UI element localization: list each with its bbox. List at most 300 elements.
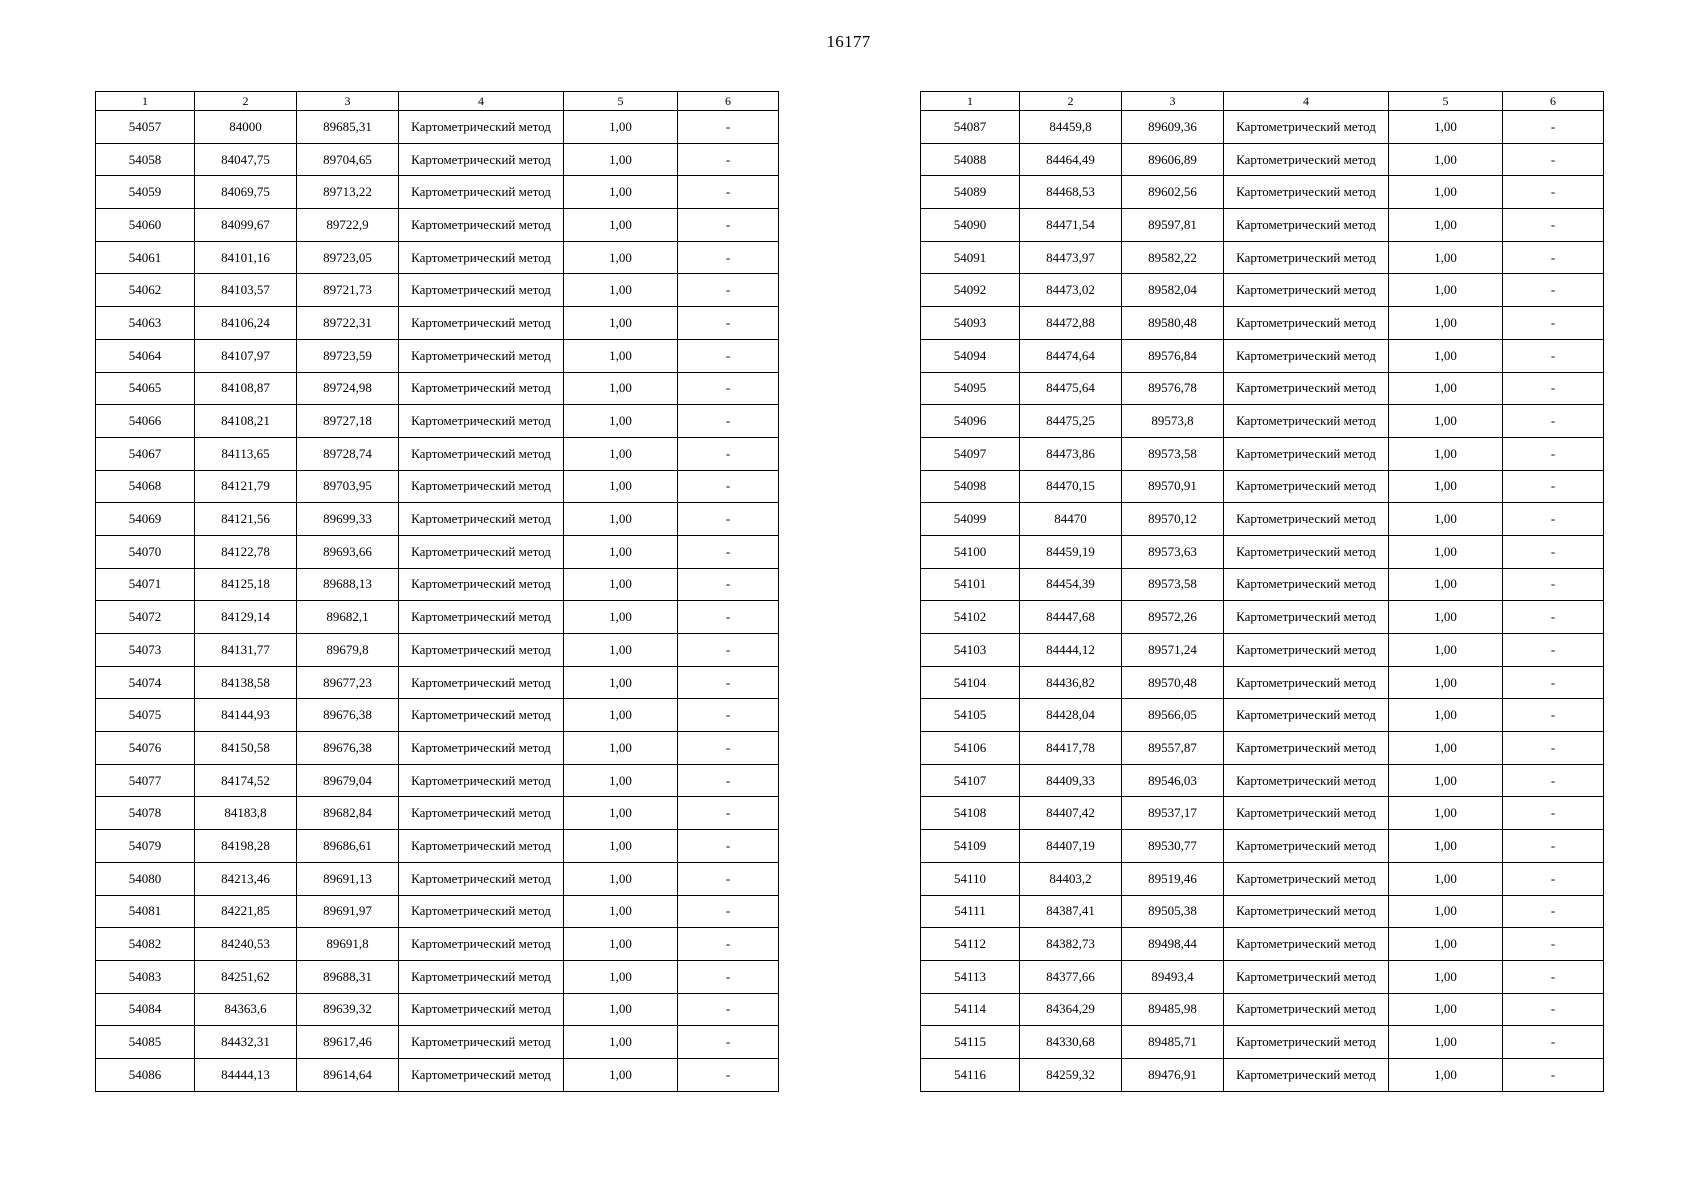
table-row — [921, 928, 1604, 961]
description-cell: - — [678, 241, 779, 274]
description-cell: - — [1503, 634, 1604, 667]
y-coordinate-cell: 89498,44 — [1122, 928, 1224, 961]
y-coordinate-cell: 89570,91 — [1122, 470, 1224, 503]
accuracy-cell: 1,00 — [564, 862, 678, 895]
y-coordinate-cell: 89519,46 — [1122, 862, 1224, 895]
y-coordinate-cell: 89713,22 — [297, 176, 399, 209]
accuracy-cell: 1,00 — [564, 437, 678, 470]
description-cell: - — [678, 405, 779, 438]
method-cell: Картометрический метод — [399, 470, 564, 503]
description-cell: - — [1503, 764, 1604, 797]
description-cell: - — [1503, 797, 1604, 830]
x-coordinate-cell: 84103,57 — [195, 274, 297, 307]
column-header: 4 — [399, 92, 564, 111]
method-cell: Картометрический метод — [1224, 1026, 1389, 1059]
method-cell: Картометрический метод — [399, 241, 564, 274]
description-cell: - — [1503, 895, 1604, 928]
method-cell: Картометрический метод — [1224, 307, 1389, 340]
x-coordinate-cell: 84464,49 — [1020, 143, 1122, 176]
method-cell: Картометрический метод — [399, 143, 564, 176]
point-number-cell: 54107 — [921, 764, 1020, 797]
accuracy-cell: 1,00 — [564, 764, 678, 797]
method-cell: Картометрический метод — [399, 993, 564, 1026]
x-coordinate-cell: 84417,78 — [1020, 732, 1122, 765]
y-coordinate-cell: 89676,38 — [297, 732, 399, 765]
x-coordinate-cell: 84459,19 — [1020, 535, 1122, 568]
y-coordinate-cell: 89485,98 — [1122, 993, 1224, 1026]
x-coordinate-cell: 84470 — [1020, 503, 1122, 536]
point-number-cell: 54062 — [96, 274, 195, 307]
table-row — [921, 503, 1604, 536]
description-cell: - — [678, 960, 779, 993]
description-cell: - — [1503, 405, 1604, 438]
accuracy-cell: 1,00 — [564, 699, 678, 732]
x-coordinate-cell: 84444,12 — [1020, 634, 1122, 667]
y-coordinate-cell: 89677,23 — [297, 666, 399, 699]
description-cell: - — [1503, 470, 1604, 503]
description-cell: - — [678, 503, 779, 536]
coordinates-table-left — [95, 91, 779, 1092]
accuracy-cell: 1,00 — [1389, 699, 1503, 732]
accuracy-cell: 1,00 — [1389, 1058, 1503, 1091]
point-number-cell: 54084 — [96, 993, 195, 1026]
accuracy-cell: 1,00 — [564, 993, 678, 1026]
y-coordinate-cell: 89493,4 — [1122, 960, 1224, 993]
method-cell: Картометрический метод — [399, 699, 564, 732]
description-cell: - — [1503, 1058, 1604, 1091]
accuracy-cell: 1,00 — [564, 666, 678, 699]
table-row — [921, 960, 1604, 993]
x-coordinate-cell: 84363,6 — [195, 993, 297, 1026]
method-cell: Картометрический метод — [1224, 209, 1389, 242]
accuracy-cell: 1,00 — [1389, 307, 1503, 340]
point-number-cell: 54070 — [96, 535, 195, 568]
method-cell: Картометрический метод — [1224, 470, 1389, 503]
method-cell: Картометрический метод — [399, 928, 564, 961]
accuracy-cell: 1,00 — [1389, 1026, 1503, 1059]
accuracy-cell: 1,00 — [1389, 862, 1503, 895]
accuracy-cell: 1,00 — [1389, 405, 1503, 438]
table-row — [921, 764, 1604, 797]
description-cell: - — [1503, 274, 1604, 307]
description-cell: - — [678, 699, 779, 732]
x-coordinate-cell: 84407,42 — [1020, 797, 1122, 830]
page-number: 16177 — [826, 32, 871, 51]
description-cell: - — [678, 1058, 779, 1091]
x-coordinate-cell: 84108,87 — [195, 372, 297, 405]
description-cell: - — [678, 274, 779, 307]
accuracy-cell: 1,00 — [1389, 666, 1503, 699]
description-cell: - — [678, 339, 779, 372]
accuracy-cell: 1,00 — [1389, 209, 1503, 242]
description-cell: - — [1503, 503, 1604, 536]
x-coordinate-cell: 84471,54 — [1020, 209, 1122, 242]
table-row — [96, 928, 779, 961]
method-cell: Картометрический метод — [1224, 634, 1389, 667]
method-cell: Картометрический метод — [1224, 437, 1389, 470]
y-coordinate-cell: 89679,04 — [297, 764, 399, 797]
point-number-cell: 54067 — [96, 437, 195, 470]
x-coordinate-cell: 84138,58 — [195, 666, 297, 699]
description-cell: - — [678, 862, 779, 895]
description-cell: - — [678, 666, 779, 699]
column-header: 2 — [195, 92, 297, 111]
point-number-cell: 54116 — [921, 1058, 1020, 1091]
description-cell: - — [678, 470, 779, 503]
x-coordinate-cell: 84213,46 — [195, 862, 297, 895]
table-row — [921, 372, 1604, 405]
x-coordinate-cell: 84432,31 — [195, 1026, 297, 1059]
method-cell: Картометрический метод — [1224, 274, 1389, 307]
accuracy-cell: 1,00 — [1389, 895, 1503, 928]
description-cell: - — [678, 372, 779, 405]
point-number-cell: 54103 — [921, 634, 1020, 667]
description-cell: - — [1503, 437, 1604, 470]
description-cell: - — [1503, 830, 1604, 863]
table-row — [96, 176, 779, 209]
accuracy-cell: 1,00 — [1389, 437, 1503, 470]
table-row — [96, 634, 779, 667]
point-number-cell: 54094 — [921, 339, 1020, 372]
table-row — [921, 895, 1604, 928]
accuracy-cell: 1,00 — [564, 895, 678, 928]
method-cell: Картометрический метод — [399, 503, 564, 536]
method-cell: Картометрический метод — [399, 372, 564, 405]
method-cell: Картометрический метод — [1224, 339, 1389, 372]
method-cell: Картометрический метод — [399, 535, 564, 568]
method-cell: Картометрический метод — [399, 1026, 564, 1059]
column-header: 2 — [1020, 92, 1122, 111]
description-cell: - — [678, 797, 779, 830]
description-cell: - — [678, 895, 779, 928]
y-coordinate-cell: 89606,89 — [1122, 143, 1224, 176]
accuracy-cell: 1,00 — [1389, 143, 1503, 176]
method-cell: Картометрический метод — [1224, 862, 1389, 895]
accuracy-cell: 1,00 — [1389, 176, 1503, 209]
accuracy-cell: 1,00 — [1389, 503, 1503, 536]
column-header: 5 — [1389, 92, 1503, 111]
accuracy-cell: 1,00 — [564, 503, 678, 536]
description-cell: - — [1503, 209, 1604, 242]
description-cell: - — [678, 307, 779, 340]
table-row — [921, 405, 1604, 438]
accuracy-cell: 1,00 — [1389, 993, 1503, 1026]
y-coordinate-cell: 89582,04 — [1122, 274, 1224, 307]
column-header: 3 — [1122, 92, 1224, 111]
y-coordinate-cell: 89691,13 — [297, 862, 399, 895]
x-coordinate-cell: 84121,79 — [195, 470, 297, 503]
x-coordinate-cell: 84473,97 — [1020, 241, 1122, 274]
accuracy-cell: 1,00 — [564, 830, 678, 863]
y-coordinate-cell: 89728,74 — [297, 437, 399, 470]
table-row — [921, 470, 1604, 503]
point-number-cell: 54101 — [921, 568, 1020, 601]
table-row — [96, 699, 779, 732]
table-row — [921, 993, 1604, 1026]
method-cell: Картометрический метод — [1224, 666, 1389, 699]
table-row — [921, 1026, 1604, 1059]
table-row — [921, 797, 1604, 830]
method-cell: Картометрический метод — [1224, 372, 1389, 405]
y-coordinate-cell: 89573,63 — [1122, 535, 1224, 568]
table-row — [921, 339, 1604, 372]
x-coordinate-cell: 84468,53 — [1020, 176, 1122, 209]
y-coordinate-cell: 89699,33 — [297, 503, 399, 536]
y-coordinate-cell: 89546,03 — [1122, 764, 1224, 797]
description-cell: - — [678, 143, 779, 176]
table-body — [96, 111, 779, 1092]
description-cell: - — [678, 830, 779, 863]
table-row — [96, 1058, 779, 1091]
method-cell: Картометрический метод — [1224, 1058, 1389, 1091]
method-cell: Картометрический метод — [1224, 993, 1389, 1026]
description-cell: - — [678, 634, 779, 667]
description-cell: - — [678, 1026, 779, 1059]
x-coordinate-cell: 84330,68 — [1020, 1026, 1122, 1059]
accuracy-cell: 1,00 — [1389, 372, 1503, 405]
x-coordinate-cell: 84047,75 — [195, 143, 297, 176]
table-row — [96, 797, 779, 830]
y-coordinate-cell: 89722,9 — [297, 209, 399, 242]
x-coordinate-cell: 84377,66 — [1020, 960, 1122, 993]
table-row — [921, 241, 1604, 274]
y-coordinate-cell: 89573,58 — [1122, 437, 1224, 470]
description-cell: - — [678, 111, 779, 144]
table-row — [921, 634, 1604, 667]
table-row — [921, 209, 1604, 242]
description-cell: - — [678, 535, 779, 568]
accuracy-cell: 1,00 — [564, 209, 678, 242]
point-number-cell: 54099 — [921, 503, 1020, 536]
method-cell: Картометрический метод — [1224, 176, 1389, 209]
method-cell: Картометрический метод — [1224, 797, 1389, 830]
method-cell: Картометрический метод — [399, 209, 564, 242]
x-coordinate-cell: 84472,88 — [1020, 307, 1122, 340]
accuracy-cell: 1,00 — [564, 372, 678, 405]
method-cell: Картометрический метод — [399, 111, 564, 144]
method-cell: Картометрический метод — [1224, 601, 1389, 634]
table-row — [96, 241, 779, 274]
accuracy-cell: 1,00 — [1389, 535, 1503, 568]
point-number-cell: 54064 — [96, 339, 195, 372]
x-coordinate-cell: 84436,82 — [1020, 666, 1122, 699]
point-number-cell: 54058 — [96, 143, 195, 176]
y-coordinate-cell: 89576,78 — [1122, 372, 1224, 405]
method-cell: Картометрический метод — [399, 732, 564, 765]
x-coordinate-cell: 84106,24 — [195, 307, 297, 340]
accuracy-cell: 1,00 — [1389, 568, 1503, 601]
method-cell: Картометрический метод — [1224, 830, 1389, 863]
column-header: 1 — [96, 92, 195, 111]
point-number-cell: 54061 — [96, 241, 195, 274]
point-number-cell: 54115 — [921, 1026, 1020, 1059]
table-row — [96, 993, 779, 1026]
y-coordinate-cell: 89609,36 — [1122, 111, 1224, 144]
y-coordinate-cell: 89639,32 — [297, 993, 399, 1026]
method-cell: Картометрический метод — [399, 437, 564, 470]
description-cell: - — [678, 437, 779, 470]
accuracy-cell: 1,00 — [1389, 732, 1503, 765]
point-number-cell: 54098 — [921, 470, 1020, 503]
method-cell: Картометрический метод — [399, 274, 564, 307]
y-coordinate-cell: 89576,84 — [1122, 339, 1224, 372]
x-coordinate-cell: 84473,02 — [1020, 274, 1122, 307]
description-cell: - — [1503, 666, 1604, 699]
point-number-cell: 54068 — [96, 470, 195, 503]
point-number-cell: 54059 — [96, 176, 195, 209]
description-cell: - — [1503, 372, 1604, 405]
table-row — [96, 372, 779, 405]
table-row — [96, 830, 779, 863]
table-row — [96, 209, 779, 242]
method-cell: Картометрический метод — [1224, 895, 1389, 928]
point-number-cell: 54100 — [921, 535, 1020, 568]
point-number-cell: 54088 — [921, 143, 1020, 176]
accuracy-cell: 1,00 — [564, 241, 678, 274]
method-cell: Картометрический метод — [1224, 241, 1389, 274]
description-cell: - — [1503, 241, 1604, 274]
y-coordinate-cell: 89580,48 — [1122, 307, 1224, 340]
x-coordinate-cell: 84474,64 — [1020, 339, 1122, 372]
accuracy-cell: 1,00 — [564, 601, 678, 634]
table-row — [96, 535, 779, 568]
y-coordinate-cell: 89691,97 — [297, 895, 399, 928]
table-row — [921, 830, 1604, 863]
description-cell: - — [678, 928, 779, 961]
y-coordinate-cell: 89476,91 — [1122, 1058, 1224, 1091]
accuracy-cell: 1,00 — [564, 732, 678, 765]
x-coordinate-cell: 84108,21 — [195, 405, 297, 438]
x-coordinate-cell: 84131,77 — [195, 634, 297, 667]
point-number-cell: 54071 — [96, 568, 195, 601]
point-number-cell: 54078 — [96, 797, 195, 830]
point-number-cell: 54075 — [96, 699, 195, 732]
column-header: 3 — [297, 92, 399, 111]
accuracy-cell: 1,00 — [564, 960, 678, 993]
method-cell: Картометрический метод — [399, 764, 564, 797]
table-row — [96, 666, 779, 699]
method-cell: Картометрический метод — [399, 960, 564, 993]
point-number-cell: 54093 — [921, 307, 1020, 340]
description-cell: - — [1503, 111, 1604, 144]
description-cell: - — [678, 176, 779, 209]
x-coordinate-cell: 84447,68 — [1020, 601, 1122, 634]
table-header-row — [96, 92, 779, 111]
point-number-cell: 54085 — [96, 1026, 195, 1059]
table-row — [96, 732, 779, 765]
column-header: 6 — [678, 92, 779, 111]
point-number-cell: 54112 — [921, 928, 1020, 961]
y-coordinate-cell: 89703,95 — [297, 470, 399, 503]
accuracy-cell: 1,00 — [564, 405, 678, 438]
x-coordinate-cell: 84259,32 — [1020, 1058, 1122, 1091]
y-coordinate-cell: 89614,64 — [297, 1058, 399, 1091]
point-number-cell: 54090 — [921, 209, 1020, 242]
y-coordinate-cell: 89573,58 — [1122, 568, 1224, 601]
y-coordinate-cell: 89537,17 — [1122, 797, 1224, 830]
point-number-cell: 54072 — [96, 601, 195, 634]
accuracy-cell: 1,00 — [1389, 928, 1503, 961]
table-row — [96, 960, 779, 993]
y-coordinate-cell: 89721,73 — [297, 274, 399, 307]
description-cell: - — [1503, 143, 1604, 176]
description-cell: - — [1503, 862, 1604, 895]
point-number-cell: 54079 — [96, 830, 195, 863]
y-coordinate-cell: 89682,1 — [297, 601, 399, 634]
y-coordinate-cell: 89566,05 — [1122, 699, 1224, 732]
method-cell: Картометрический метод — [399, 830, 564, 863]
x-coordinate-cell: 84129,14 — [195, 601, 297, 634]
point-number-cell: 54092 — [921, 274, 1020, 307]
table-row — [96, 862, 779, 895]
description-cell: - — [678, 732, 779, 765]
accuracy-cell: 1,00 — [564, 307, 678, 340]
point-number-cell: 54074 — [96, 666, 195, 699]
y-coordinate-cell: 89570,48 — [1122, 666, 1224, 699]
x-coordinate-cell: 84198,28 — [195, 830, 297, 863]
point-number-cell: 54083 — [96, 960, 195, 993]
y-coordinate-cell: 89685,31 — [297, 111, 399, 144]
point-number-cell: 54091 — [921, 241, 1020, 274]
table-body — [921, 111, 1604, 1092]
y-coordinate-cell: 89704,65 — [297, 143, 399, 176]
x-coordinate-cell: 84144,93 — [195, 699, 297, 732]
coordinates-table-right — [920, 91, 1604, 1092]
y-coordinate-cell: 89722,31 — [297, 307, 399, 340]
point-number-cell: 54109 — [921, 830, 1020, 863]
table-row — [921, 111, 1604, 144]
table-row — [96, 764, 779, 797]
description-cell: - — [1503, 960, 1604, 993]
method-cell: Картометрический метод — [1224, 503, 1389, 536]
table-row — [96, 307, 779, 340]
y-coordinate-cell: 89570,12 — [1122, 503, 1224, 536]
table-row — [96, 405, 779, 438]
method-cell: Картометрический метод — [399, 895, 564, 928]
accuracy-cell: 1,00 — [564, 111, 678, 144]
point-number-cell: 54081 — [96, 895, 195, 928]
x-coordinate-cell: 84382,73 — [1020, 928, 1122, 961]
point-number-cell: 54066 — [96, 405, 195, 438]
table-header-row — [921, 92, 1604, 111]
x-coordinate-cell: 84387,41 — [1020, 895, 1122, 928]
table-row — [96, 895, 779, 928]
point-number-cell: 54076 — [96, 732, 195, 765]
point-number-cell: 54086 — [96, 1058, 195, 1091]
method-cell: Картометрический метод — [399, 634, 564, 667]
accuracy-cell: 1,00 — [564, 274, 678, 307]
x-coordinate-cell: 84459,8 — [1020, 111, 1122, 144]
method-cell: Картометрический метод — [1224, 568, 1389, 601]
x-coordinate-cell: 84069,75 — [195, 176, 297, 209]
x-coordinate-cell: 84150,58 — [195, 732, 297, 765]
y-coordinate-cell: 89688,13 — [297, 568, 399, 601]
y-coordinate-cell: 89485,71 — [1122, 1026, 1224, 1059]
column-header: 1 — [921, 92, 1020, 111]
x-coordinate-cell: 84000 — [195, 111, 297, 144]
accuracy-cell: 1,00 — [1389, 111, 1503, 144]
accuracy-cell: 1,00 — [1389, 601, 1503, 634]
table-row — [96, 503, 779, 536]
point-number-cell: 54063 — [96, 307, 195, 340]
point-number-cell: 54108 — [921, 797, 1020, 830]
point-number-cell: 54073 — [96, 634, 195, 667]
description-cell: - — [1503, 176, 1604, 209]
method-cell: Картометрический метод — [1224, 960, 1389, 993]
table-row — [921, 437, 1604, 470]
accuracy-cell: 1,00 — [1389, 339, 1503, 372]
y-coordinate-cell: 89617,46 — [297, 1026, 399, 1059]
